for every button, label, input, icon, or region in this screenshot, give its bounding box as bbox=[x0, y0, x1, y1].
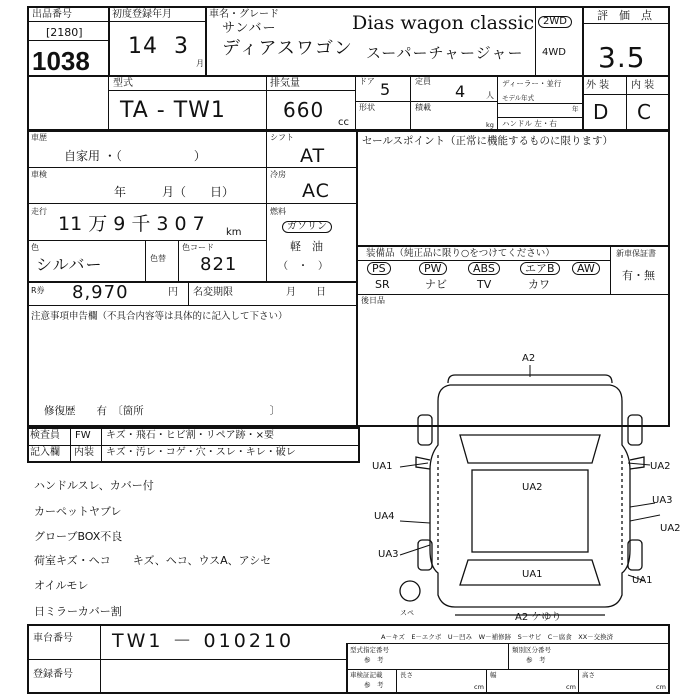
doors-value: 5 bbox=[380, 80, 392, 99]
note-3: グローブBOX不良 bbox=[34, 530, 123, 543]
history-value: 自家用 ・（ ） bbox=[64, 149, 206, 163]
chassis-value: TW1 － 010210 bbox=[112, 630, 295, 652]
recycle-label: R券 bbox=[31, 286, 45, 295]
ac-label: 冷房 bbox=[270, 170, 286, 179]
inspection-value: 年 月（ 日） bbox=[114, 185, 235, 199]
length-label: 長さ bbox=[400, 671, 413, 679]
rear-seat-label: 後日品 bbox=[361, 296, 385, 305]
mark-front: A2 bbox=[522, 353, 536, 364]
capacity-unit: 人 bbox=[486, 91, 494, 100]
displacement-unit: cc bbox=[338, 117, 349, 128]
mark-right-rear: UA2 bbox=[660, 523, 681, 534]
repair-history-label: 修復歴 有 〔箇所 〕 bbox=[44, 405, 281, 417]
registration-label: 登録番号 bbox=[33, 669, 73, 680]
note-5: オイルモレ bbox=[34, 579, 89, 592]
load-unit: kg bbox=[486, 121, 494, 129]
mileage-unit: km bbox=[226, 227, 242, 238]
damage-legend: A－キズ E－エクボ U－凹み W－補修跡 S－サビ C－腐食 XX－交換済 bbox=[381, 633, 614, 641]
fw-items: キズ・飛石・ヒビ割・リペア跡・×要 bbox=[106, 430, 274, 441]
displacement-label: 排気量 bbox=[270, 78, 300, 89]
ac-value: AC bbox=[302, 180, 330, 202]
load-label: 積載 bbox=[415, 103, 431, 112]
displacement-value: 660 bbox=[283, 98, 325, 122]
model-handwritten: ディアスワゴン bbox=[222, 38, 353, 59]
inspection-label: 車検 bbox=[31, 170, 47, 179]
mark-right-front: UA2 bbox=[650, 461, 671, 472]
equip-ps: PS bbox=[367, 262, 391, 275]
chassis-label: 車台番号 bbox=[33, 633, 73, 644]
month-unit: 月 bbox=[196, 59, 204, 68]
reg-year: 14 bbox=[128, 34, 158, 59]
interior-items: キズ・汚レ・コゲ・穴・スレ・キレ・破レ bbox=[106, 447, 296, 458]
width-label: 幅 bbox=[490, 671, 497, 679]
shift-value: AT bbox=[300, 145, 326, 167]
exterior-grade: D bbox=[593, 100, 610, 124]
fuel-label: 燃料 bbox=[270, 207, 286, 216]
inspector-label: 検査員 bbox=[30, 430, 60, 441]
color-value: シルバー bbox=[36, 255, 103, 274]
note-6: 日ミラーカバー割 bbox=[34, 605, 122, 618]
seq-number: [2180] bbox=[46, 26, 83, 39]
first-reg-label: 初度登録年月 bbox=[112, 9, 172, 20]
mileage-value: 11 万 9 千 3 0 7 bbox=[58, 213, 205, 235]
mark-rear-bumper: A2 ケゆり bbox=[515, 612, 562, 623]
doors-label: ドア bbox=[359, 77, 375, 86]
interior-check-label: 内装 bbox=[74, 447, 94, 458]
car-damage-diagram bbox=[360, 345, 681, 625]
equip-navi: ナビ bbox=[425, 278, 447, 291]
note-4: 荷室キズ・ヘコ キズ、ヘコ、ウスA、アシセ bbox=[34, 554, 272, 567]
height-label: 高さ bbox=[582, 671, 595, 679]
entry-label: 記入欄 bbox=[30, 447, 60, 458]
color-code-label: 色コード bbox=[182, 243, 214, 252]
handle-label: ハンドル 左・右 bbox=[502, 119, 557, 128]
mark-rear-right: UA1 bbox=[632, 575, 653, 586]
lot-label: 出品番号 bbox=[32, 9, 72, 20]
equip-airbag: エアB bbox=[520, 262, 560, 275]
name-change-label: 名変期限 bbox=[193, 287, 233, 298]
equip-sr: SR bbox=[375, 278, 390, 291]
fuel-gasoline bbox=[282, 221, 332, 233]
dealer-label: ディーラー・並行 bbox=[502, 79, 562, 88]
reg-month: 3 bbox=[174, 34, 189, 59]
mark-left-mid: UA4 bbox=[374, 511, 395, 522]
shape-label: 形状 bbox=[359, 103, 375, 112]
form-type-label: 型式指定番号 bbox=[350, 646, 389, 654]
name-change-value: 月 日 bbox=[286, 287, 326, 298]
note-1: ハンドルスレ、カバー付 bbox=[34, 479, 154, 492]
mark-spare: スペ bbox=[400, 609, 414, 617]
equip-leather: カワ bbox=[528, 278, 550, 291]
width-unit: cm bbox=[566, 683, 576, 691]
height-unit: cm bbox=[656, 683, 666, 691]
grade-english: Dias wagon classic bbox=[352, 12, 535, 34]
class-label: 類別区分番号 bbox=[512, 646, 551, 654]
interior-grade: C bbox=[637, 100, 652, 124]
history-label: 車歴 bbox=[31, 133, 47, 142]
year-unit: 年 bbox=[572, 105, 579, 113]
drive-2wd bbox=[538, 16, 572, 28]
drive-4wd: 4WD bbox=[542, 47, 566, 58]
mark-right-mid: UA3 bbox=[652, 495, 673, 506]
mileage-label: 走行 bbox=[31, 207, 47, 216]
mark-rear-center: UA1 bbox=[522, 569, 543, 580]
interior-label: 内 装 bbox=[631, 80, 655, 91]
fw-label: FW bbox=[75, 430, 91, 441]
score-label: 評 価 点 bbox=[597, 9, 652, 22]
equip-aw: AW bbox=[572, 262, 600, 275]
car-name-label: 車名・グレード bbox=[209, 9, 279, 20]
equip-tv: TV bbox=[477, 278, 492, 291]
equip-pw: PW bbox=[419, 262, 447, 275]
mark-left-rear: UA3 bbox=[378, 549, 399, 560]
recycle-unit: 円 bbox=[168, 287, 178, 298]
model-year-label: モデル年式 bbox=[502, 94, 535, 102]
declaration-label: 注意事項申告欄（不具合内容等は具体的に記入して下さい） bbox=[31, 311, 288, 322]
fuel-other: （ ・ ） bbox=[278, 261, 328, 272]
color-label: 色 bbox=[31, 243, 39, 252]
equip-abs: ABS bbox=[468, 262, 500, 275]
class-ref: 参 考 bbox=[526, 656, 546, 664]
sales-points-label: セールスポイント（正常に機能するものに限ります） bbox=[362, 135, 614, 147]
fuel-diesel: 軽 油 bbox=[290, 240, 323, 253]
warranty-value: 有・無 bbox=[622, 269, 655, 282]
lot-number: 1038 bbox=[32, 46, 90, 76]
recycle-value: 8,970 bbox=[72, 282, 129, 303]
note-2: カーペットヤブレ bbox=[34, 505, 122, 518]
grade-japanese: スーパーチャージャー bbox=[366, 44, 524, 62]
capacity-value: 4 bbox=[455, 82, 467, 101]
score-value: 3.5 bbox=[598, 41, 646, 74]
equipment-label: 装備品（純正品に限り○をつけてください） bbox=[366, 248, 555, 259]
mark-left-front: UA1 bbox=[372, 461, 393, 472]
make-handwritten: サンバー bbox=[222, 21, 277, 36]
color-change-label: 色替 bbox=[150, 254, 166, 263]
shift-label: シフト bbox=[270, 133, 294, 142]
dims-ref: 参 考 bbox=[364, 681, 384, 689]
dims-label: 車検証記載 bbox=[350, 671, 383, 679]
length-unit: cm bbox=[474, 683, 484, 691]
type-label: 型式 bbox=[113, 78, 133, 89]
type-value: TA - TW1 bbox=[120, 98, 226, 123]
exterior-label: 外 装 bbox=[586, 80, 610, 91]
mark-roof: UA2 bbox=[522, 482, 543, 493]
form-type-ref: 参 考 bbox=[364, 656, 384, 664]
drive-2wd-circle: 2WD bbox=[538, 16, 572, 28]
fuel-gasoline-circle: ガソリン bbox=[282, 221, 332, 233]
warranty-label: 新車保証書 bbox=[616, 249, 656, 258]
capacity-label: 定員 bbox=[415, 77, 431, 86]
color-code-value: 821 bbox=[200, 254, 238, 275]
